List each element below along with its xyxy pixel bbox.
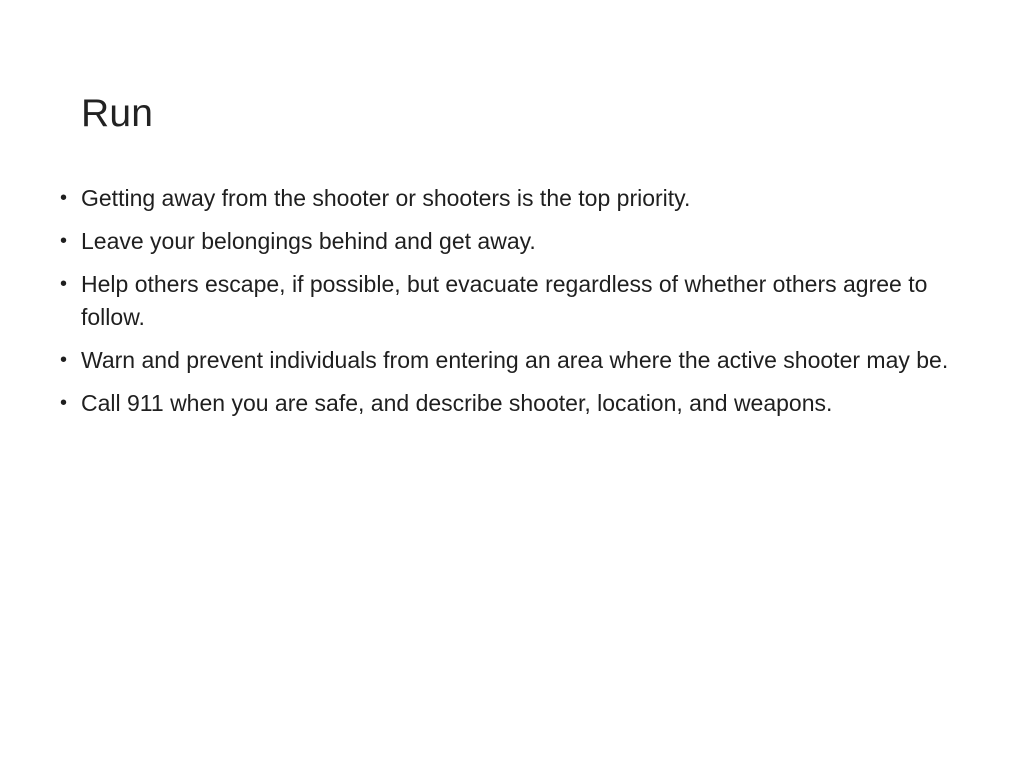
bullet-item bbox=[60, 225, 960, 258]
bullet-icon: • bbox=[60, 392, 68, 414]
bullet-text: Leave your belongings behind and get away. bbox=[81, 228, 536, 254]
bullet-text: Help others escape, if possible, but evacuate regardless of whether others agree to follow. bbox=[81, 271, 928, 330]
bullet-item bbox=[60, 182, 960, 215]
bullet-text: Call 911 when you are safe, and describe shooter, location, and weapons. bbox=[81, 390, 833, 416]
bullet-item bbox=[60, 387, 960, 420]
bullet-text: Warn and prevent individuals from entering an area where the active shooter may be. bbox=[81, 347, 949, 373]
bullet-item bbox=[60, 344, 960, 377]
bullet-icon: • bbox=[60, 273, 68, 295]
bullet-icon: • bbox=[60, 230, 68, 252]
bullet-icon: • bbox=[60, 187, 68, 209]
bullet-text: Getting away from the shooter or shooters is the top priority. bbox=[81, 185, 691, 211]
bullet-list bbox=[60, 182, 960, 430]
bullet-icon: • bbox=[60, 349, 68, 371]
bullet-item bbox=[60, 268, 960, 334]
slide-title: Run bbox=[81, 92, 154, 135]
